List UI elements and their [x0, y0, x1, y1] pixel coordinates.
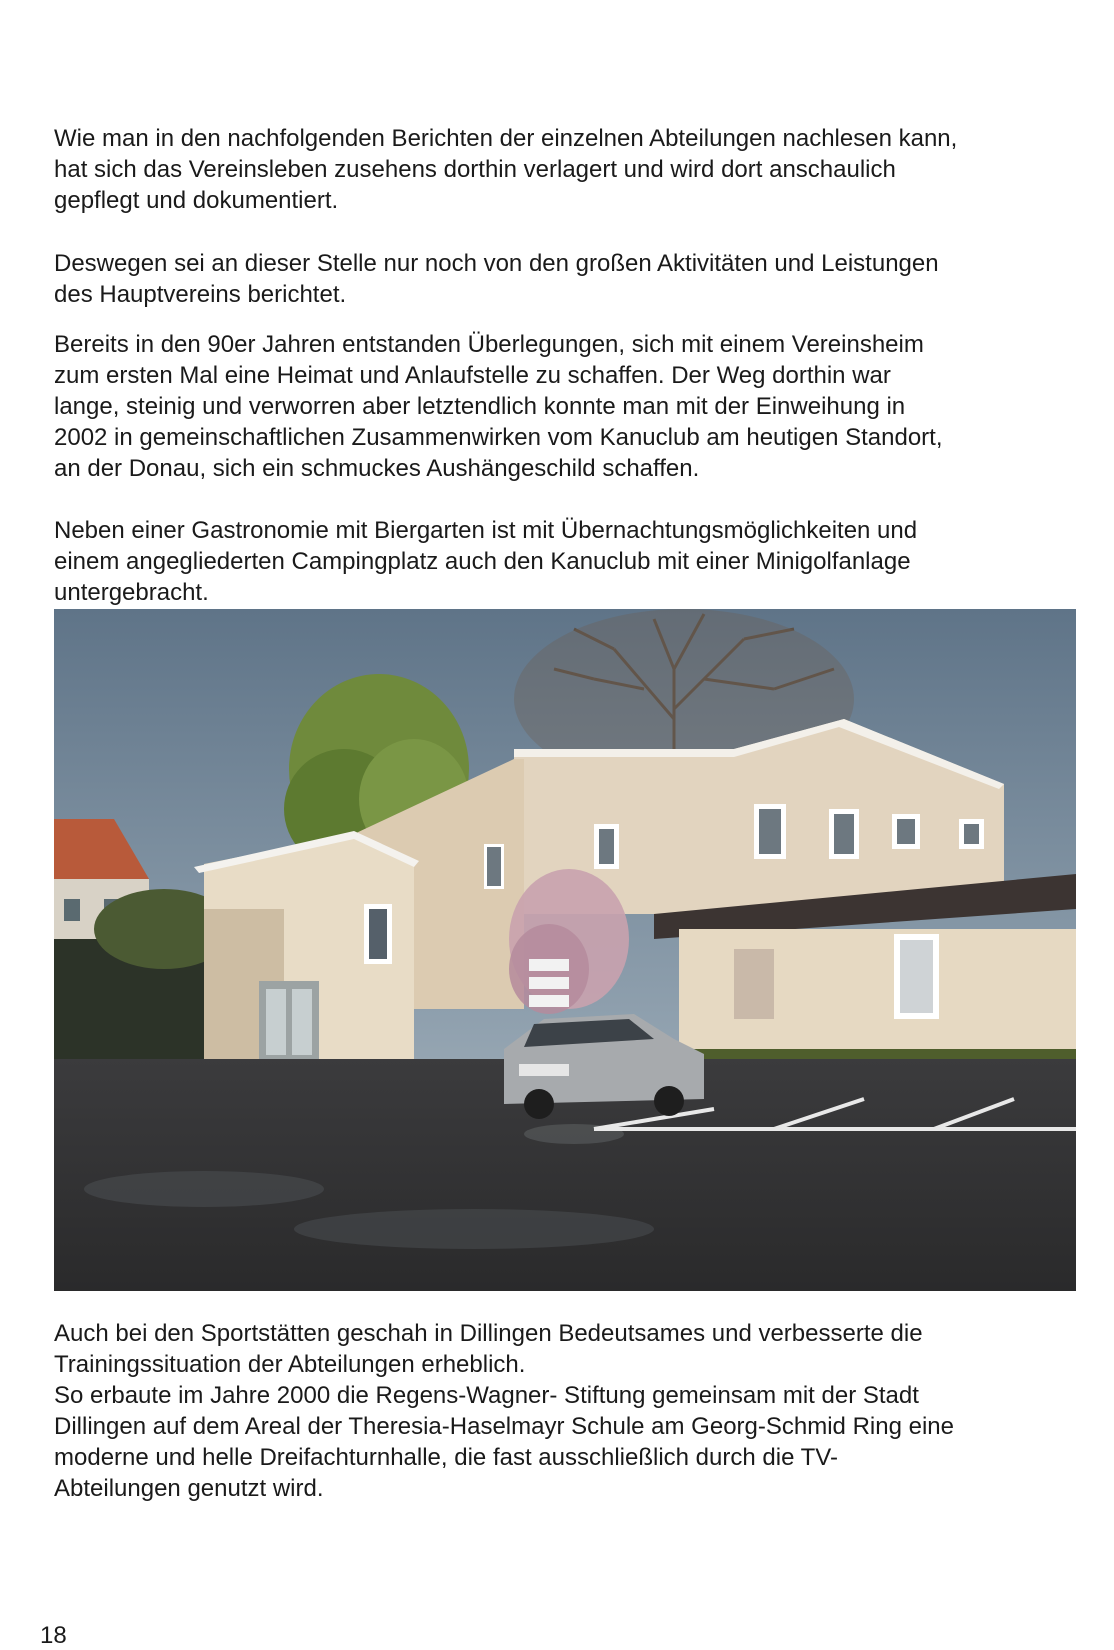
paragraph-6: So erbaute im Jahre 2000 die Regens-Wagner- Stiftung gemeinsam mit der Stadt Dillingen auf dem Areal der Theresia-Haselmayr Schule am Georg-Schmid Ring eine moderne und helle Dreifachturnhalle, die fast ausschließlich durch die TV- Abteilungen genutzt wird.: [54, 1382, 954, 1502]
paragraph-1: Wie man in den nachfolgenden Berichten der einzelnen Abteilungen nachlesen kann, hat sich das Vereinsleben zusehens dorthin verlagert und wird dort anschaulich gepflegt und dokumentiert.: [54, 125, 958, 214]
clubhouse-photo: [54, 609, 1076, 1291]
paragraph-2: Deswegen sei an dieser Stelle nur noch von den großen Aktivitäten und Leistungen des Hauptvereins berichtet.: [54, 250, 939, 308]
page-number: 18: [40, 1622, 67, 1649]
clubhouse-photo-illustration: [54, 609, 1076, 1291]
paragraph-5: Auch bei den Sportstätten geschah in Dillingen Bedeutsames und verbesserte die Trainingssituation der Abteilungen erheblich.: [54, 1320, 923, 1378]
paragraph-4: Neben einer Gastronomie mit Biergarten ist mit Übernachtungsmöglichkeiten und einem angegliederten Campingplatz auch den Kanuclub mit einer Minigolfanlage untergebracht.: [54, 517, 918, 606]
paragraph-3: Bereits in den 90er Jahren entstanden Überlegungen, sich mit einem Vereinsheim zum ersten Mal eine Heimat und Anlaufstelle zu schaffen. Der Weg dorthin war lange, steinig und verworren aber letztendlich konnte man mit der Einweihung in 2002 in gemeinschaftlichen Zusammenwirken vom Kanuclub am heutigen Standort, an der Donau, sich ein schmuckes Aushängeschild schaffen.: [54, 331, 943, 482]
